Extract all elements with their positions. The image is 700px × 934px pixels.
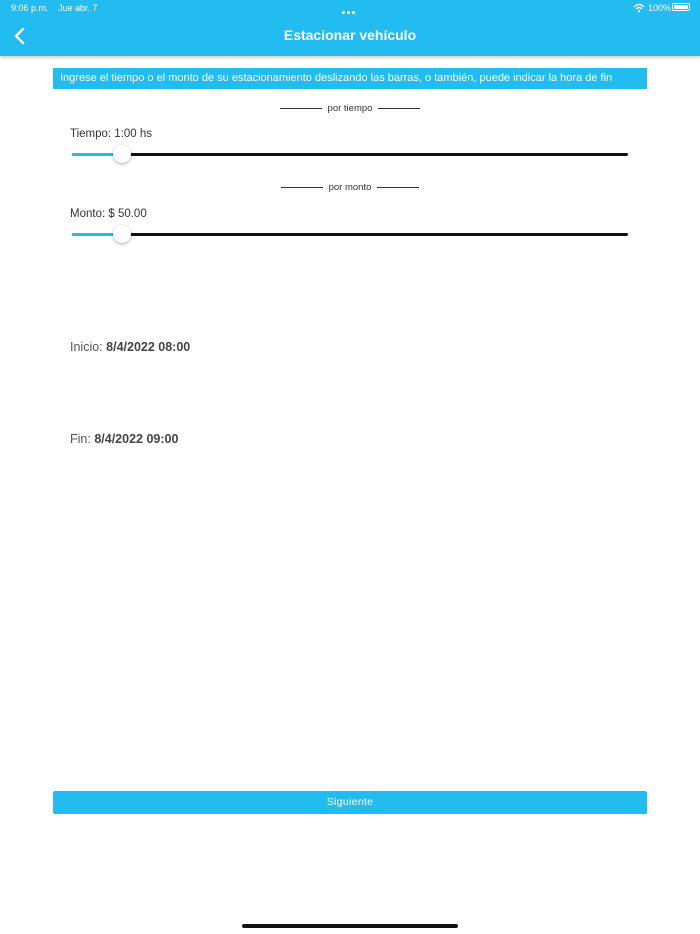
slider-track [72,153,628,156]
start-value: 8/4/2022 08:00 [106,340,191,354]
status-time: 9:06 p.m. [11,3,49,13]
next-button[interactable]: Siguiente [53,791,647,814]
start-label: Inicio: [70,340,103,354]
home-indicator [242,924,458,928]
end-time-row[interactable] [70,432,178,446]
info-banner: Ingrese el tiempo o el monto de su estacionamiento deslizando las barras, o también, puede indicar la hora de fin [53,68,647,89]
time-divider-label: por tiempo [327,103,373,114]
battery-icon [672,3,690,11]
multitasking-dots-icon[interactable] [342,6,358,10]
amount-divider-label: por monto [328,182,372,193]
time-section-divider [0,103,700,114]
start-time-row[interactable] [70,340,190,354]
status-bar [0,0,700,16]
end-value: 8/4/2022 09:00 [94,432,179,446]
wifi-icon [633,3,645,13]
time-slider[interactable] [72,142,628,166]
battery-percent: 100% [648,3,672,13]
end-label: Fin: [70,432,91,446]
time-label: Tiempo: 1:00 hs [70,128,153,140]
amount-section-divider [0,182,700,193]
slider-thumb[interactable] [113,225,131,243]
page-title: Estacionar vehículo [283,27,417,43]
status-date: Jue abr. 7 [58,3,98,13]
amount-slider[interactable] [72,222,628,246]
amount-label: Monto: $ 50.00 [70,208,147,220]
slider-track [72,233,628,236]
slider-thumb[interactable] [113,145,131,163]
app-header [0,0,700,56]
